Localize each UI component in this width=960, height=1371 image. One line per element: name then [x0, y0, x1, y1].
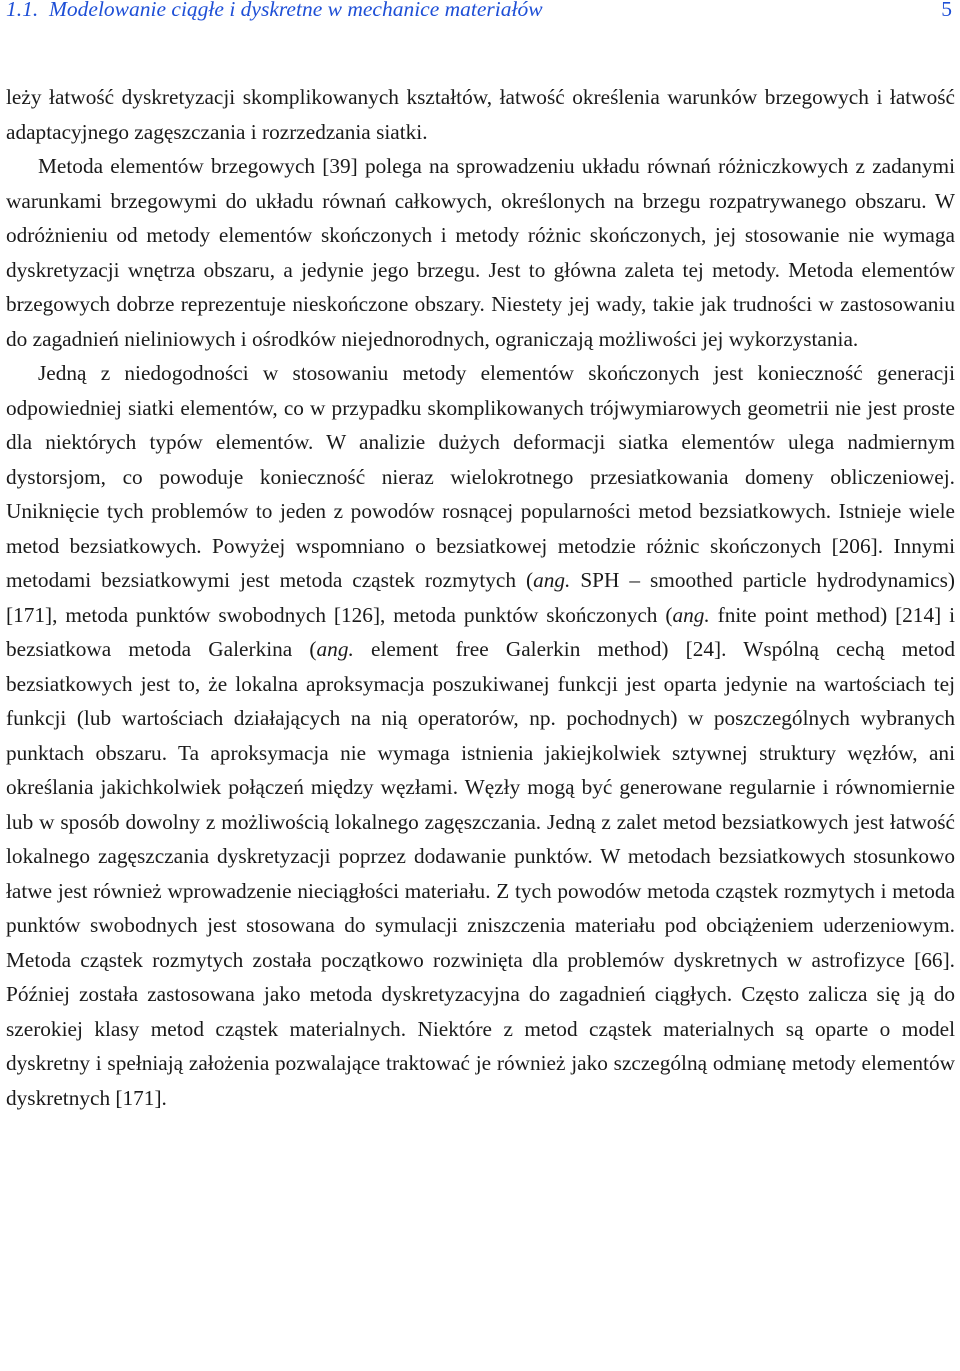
abbreviation-ang: ang. — [672, 602, 710, 627]
abbreviation-ang: ang. — [533, 568, 571, 592]
section-title: Modelowanie ciągłe i dyskretne w mechanice materiałów — [49, 0, 543, 21]
paragraph-text: Jedną z niedogodności w stosowaniu metody elementów skończonych jest konieczność generacji odpowiedniej siatki elementów, co w przypadku skomplikowanych trójwymiarowych geometrii nie jest proste dla niektórych typów elementów. W analizie dużych deformacji siatka elementów ulega nadmiernym dystorsjom, co powoduje konieczność nieraz wielokrotnego przesiatkowania domeny obliczeniowej. Uniknięcie tych problemów to jeden z powodów rosnącej popularności metod bezsiatkowych. Istnieje wiele metod bezsiatkowych. Powyżej wspomniano o bezsiatkowej metodzie różnic skończonych [206]. Innymi metodami bezsiatkowymi jest metoda cząstek rozmytych ( — [6, 361, 955, 592]
paragraph — [6, 80, 955, 149]
page-number: 5 — [941, 0, 952, 21]
paragraph-text: element free Galerkin method) [24]. Wspólną cechą metod bezsiatkowych jest to, że lokalna aproksymacja poszukiwanej funkcji jest oparta jedynie na wartościach tej funkcji (lub wartościach działających na nią operatorów, np. pochodnych) w poszczególnych wybranych punktach obszaru. Ta aproksymacja nie wymaga istnienia jakiejkolwiek sztywnej struktury węzłów, ani określania jakichkolwiek połączeń między węzłami. Węzły mogą być generowane regularnie i równomiernie lub w sposób dowolny z możliwością lokalnego zagęszczania. Jedną z zalet metod bezsiatkowych jest łatwość lokalnego zagęszczania dyskretyzacji poprzez dodawanie punktów. W metodach bezsiatkowych stosunkowo łatwe jest również wprowadzenie nieciągłości materiału. Z tych powodów metoda cząstek rozmytych i metoda punktów swobodnych jest stosowana do symulacji zniszczenia materiału pod obciążeniem uderzeniowym. Metoda cząstek rozmytych została początkowo rozwinięta dla problemów dyskretnych w astrofizyce [66]. Później została zastosowana jako metoda dyskretyzacyjna do zagadnień ciągłych. Często zalicza się ją do szerokiej klasy metod cząstek materialnych. Niektóre z metod cząstek materialnych są oparte o model dyskretny i spełniają założenia pozwalające traktować je również jako szczególną odmianę metody elementów dyskretnych [171]. — [6, 637, 956, 1110]
paragraph-text: fnite point method) [214] i bezsiatkowa metoda Galerkina ( — [6, 602, 956, 661]
paragraph — [6, 356, 955, 1115]
section-heading — [6, 0, 543, 22]
paragraph-text: Metoda elementów brzegowych [39] polega na sprowadzeniu układu równań różniczkowych z zadanymi warunkami brzegowymi do układu równań całkowych, określonych na brzegu rozpatrywanego obszaru. W odróżnieniu od metody elementów skończonych i metody różnic skończonych, jej stosowanie nie wymaga dyskretyzacji wnętrza obszaru, a jedynie jego brzegu. Jest to główna zaleta tej metody. Metoda elementów brzegowych dobrze reprezentuje nieskończone obszary. Niestety jej wady, takie jak trudności w zastosowaniu do zagadnień nieliniowych i ośrodków niejednorodnych, ograniczają możliwości jej wykorzystania. — [6, 154, 955, 351]
paragraph — [6, 149, 955, 356]
body-text — [6, 80, 955, 1115]
running-header — [6, 0, 952, 27]
section-number: 1.1. — [6, 0, 39, 21]
paragraph-text: SPH – smoothed particle hydrodynamics) [171], metoda punktów swobodnych [126], metoda punktów skończonych ( — [6, 568, 956, 627]
abbreviation-ang: ang. — [316, 637, 354, 661]
paragraph-text: leży łatwość dyskretyzacji skomplikowanych kształtów, łatwość określenia warunków brzegowych i łatwość adaptacyjnego zagęszczania i rozrzedzania siatki. — [6, 85, 955, 144]
